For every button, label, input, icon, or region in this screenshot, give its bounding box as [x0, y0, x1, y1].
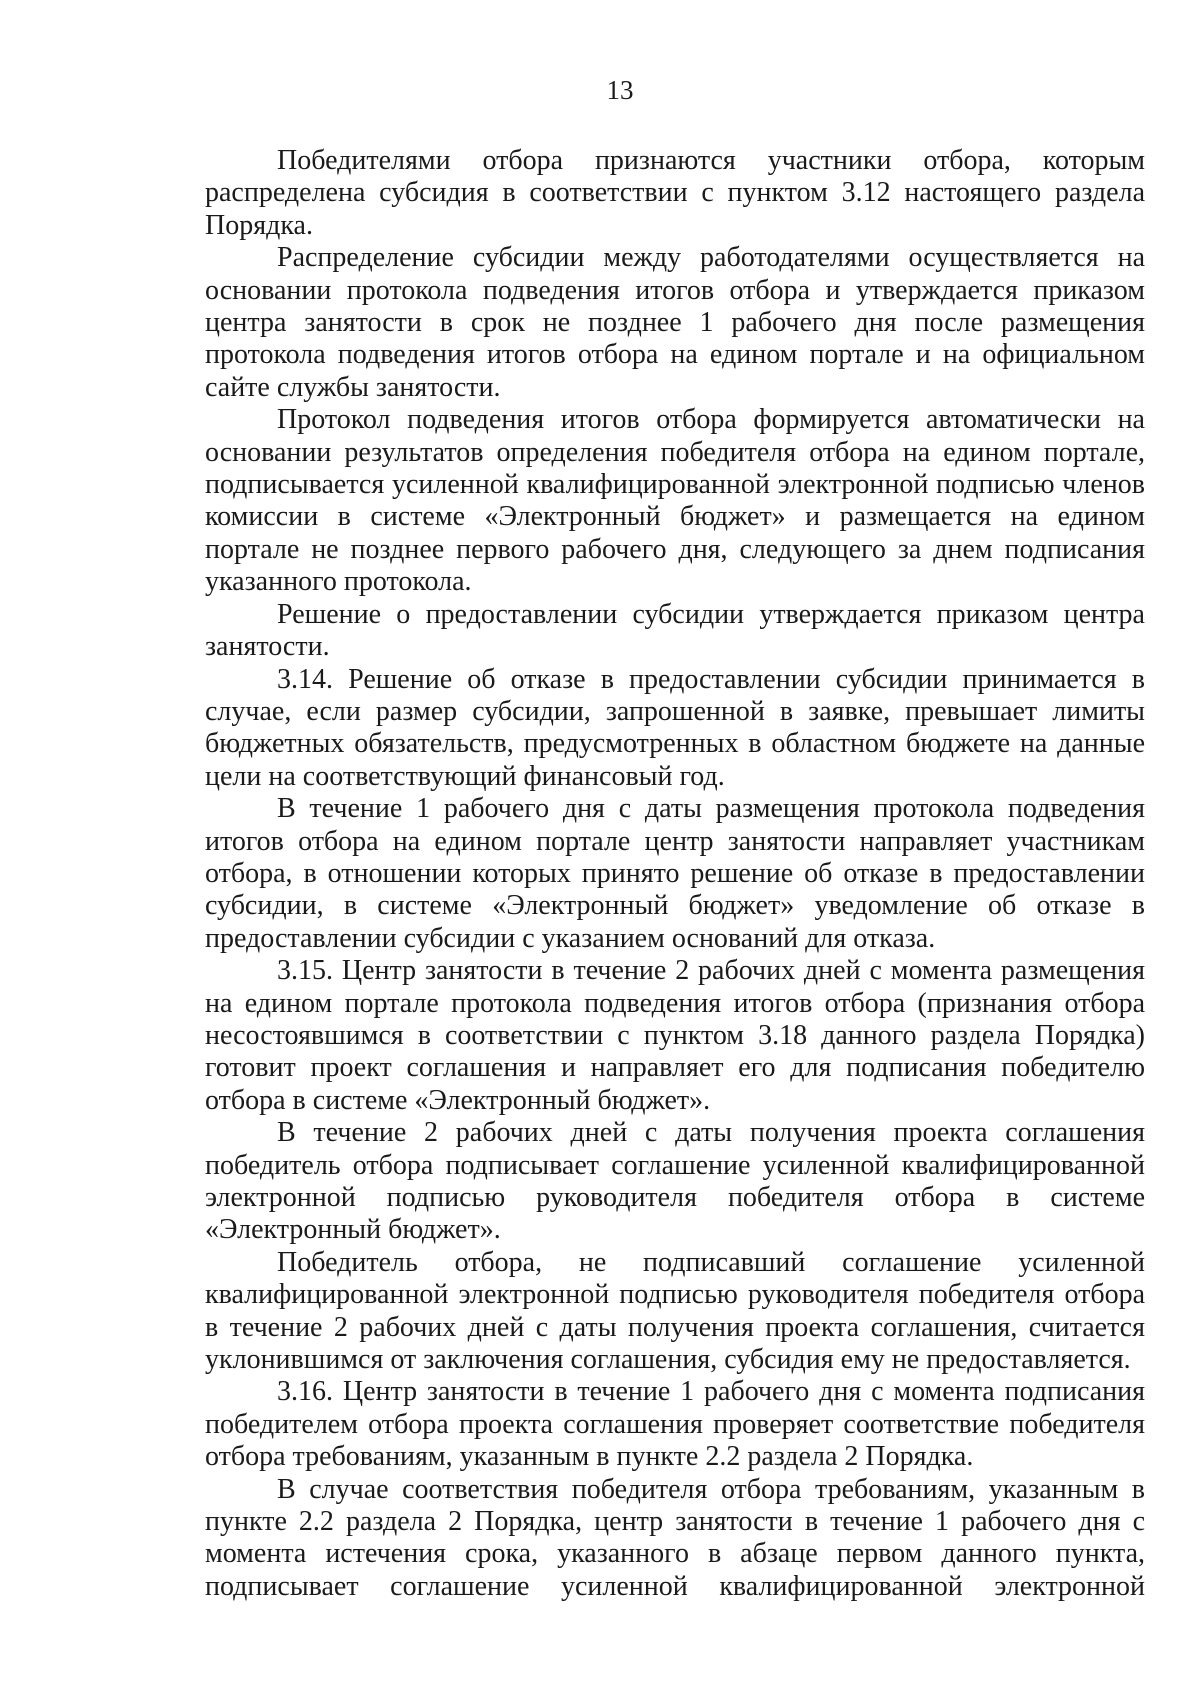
- paragraph-3-14-refusal: 3.14. Решение об отказе в предоставлении субсидии принимается в случае, если размер субсидии, запрошенной в заявке, превышает лимиты бюджетных обязательств, предусмотренных в областном бюджете на данные цели на соответствующий финансовый год.: [205, 663, 1145, 792]
- paragraph-compliance-signing: В случае соответствия победителя отбора требованиям, указанным в пункте 2.2 раздела 2 Порядка, центр занятости в течение 1 рабочего дня с момента истечения срока, указанного в абзаце первом данного пункта, подписывает соглашение усиленной квалифицированной электронной: [205, 1473, 1145, 1602]
- page-number: 13: [606, 75, 634, 105]
- paragraph-winner-signing: В течение 2 рабочих дней с даты получения проекта соглашения победитель отбора подписывает соглашение усиленной квалифицированной электронной подписью руководителя победителя отбора в системе «Электронный бюджет».: [205, 1117, 1145, 1246]
- document-body: [205, 145, 1145, 1603]
- paragraph-subsidy-distribution: Распределение субсидии между работодателями осуществляется на основании протокола подведения итогов отбора и утверждается приказом центра занятости в срок не позднее 1 рабочего дня после размещения протокола подведения итогов отбора на едином портале и на официальном сайте службы занятости.: [205, 242, 1145, 403]
- paragraph-refusal-notice: В течение 1 рабочего дня с даты размещения протокола подведения итогов отбора на едином портале центр занятости направляет участникам отбора, в отношении которых принято решение об отказе в предоставлении субсидии, в системе «Электронный бюджет» уведомление об отказе в предоставлении субсидии с указанием оснований для отказа.: [205, 793, 1145, 954]
- paragraph-3-16-compliance-check: 3.16. Центр занятости в течение 1 рабочего дня с момента подписания победителем отбора проекта соглашения проверяет соответствие победителя отбора требованиям, указанным в пункте 2.2 раздела 2 Порядка.: [205, 1376, 1145, 1473]
- paragraph-grant-decision: Решение о предоставлении субсидии утверждается приказом центра занятости.: [205, 598, 1145, 663]
- paragraph-results-protocol: Протокол подведения итогов отбора формируется автоматически на основании результатов определения победителя отбора на едином портале, подписывается усиленной квалифицированной электронной подписью членов комиссии в системе «Электронный бюджет» и размещается на едином портале не позднее первого рабочего дня, следующего за днем подписания указанного протокола.: [205, 404, 1145, 598]
- paragraph-winners-definition: Победителями отбора признаются участники отбора, которым распределена субсидия в соответствии с пунктом 3.12 настоящего раздела Порядка.: [205, 145, 1145, 241]
- paragraph-3-15-agreement-draft: 3.15. Центр занятости в течение 2 рабочих дней с момента размещения на едином портале протокола подведения итогов отбора (признания отбора несостоявшимся в соответствии с пунктом 3.18 данного раздела Порядка) готовит проект соглашения и направляет его для подписания победителю отбора в системе «Электронный бюджет».: [205, 955, 1145, 1116]
- paragraph-evasion: Победитель отбора, не подписавший соглашение усиленной квалифицированной электронной подписью руководителя победителя отбора в течение 2 рабочих дней с даты получения проекта соглашения, считается уклонившимся от заключения соглашения, субсидия ему не предоставляется.: [205, 1246, 1145, 1376]
